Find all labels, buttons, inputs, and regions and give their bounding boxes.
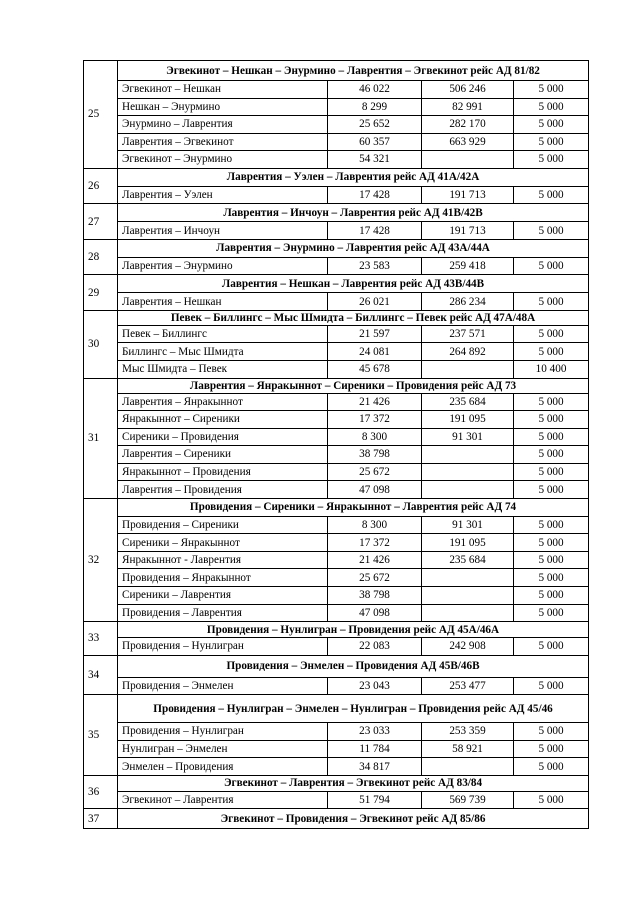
route-number: 25: [84, 61, 118, 169]
segment-name: Нешкан – Энурмино: [118, 98, 328, 116]
fare-cell: 191 095: [422, 411, 514, 429]
distance-cell: 23 043: [328, 677, 422, 695]
table-row: [84, 151, 589, 169]
fare-cell: 91 301: [422, 428, 514, 446]
distance-cell: 21 426: [328, 393, 422, 411]
fee-cell: 5 000: [514, 446, 589, 464]
distance-cell: 47 098: [328, 604, 422, 622]
distance-cell: 54 321: [328, 151, 422, 169]
table-row: [84, 740, 589, 758]
segment-name: Янракыннот – Сиреники: [118, 411, 328, 429]
fare-cell: 91 301: [422, 516, 514, 534]
segment-name: Янракыннот - Лаврентия: [118, 551, 328, 569]
distance-cell: 24 081: [328, 343, 422, 361]
distance-cell: 8 300: [328, 516, 422, 534]
fare-cell: [422, 446, 514, 464]
route-number: 34: [84, 655, 118, 695]
fare-cell: [422, 463, 514, 481]
route-header-row: [84, 655, 589, 677]
segment-name: Лаврентия – Уэлен: [118, 186, 328, 204]
route-number: 36: [84, 775, 118, 809]
segment-name: Мыс Шмидта – Певек: [118, 361, 328, 379]
fee-cell: 5 000: [514, 551, 589, 569]
table-row: [84, 604, 589, 622]
distance-cell: 17 372: [328, 534, 422, 552]
table-row: [84, 222, 589, 240]
fare-cell: 506 246: [422, 81, 514, 99]
segment-name: Сиреники – Провидения: [118, 428, 328, 446]
table-row: [84, 81, 589, 99]
table-row: [84, 723, 589, 741]
route-title: Лаврентия – Уэлен – Лаврентия рейс АД 41А/42А: [118, 168, 589, 186]
table-row: [84, 758, 589, 776]
fare-cell: 237 571: [422, 325, 514, 343]
fare-cell: 191 095: [422, 534, 514, 552]
table-row: [84, 186, 589, 204]
distance-cell: 8 300: [328, 428, 422, 446]
distance-cell: 25 652: [328, 116, 422, 134]
fare-cell: 569 739: [422, 791, 514, 809]
route-header-row: [84, 809, 589, 829]
fare-cell: 82 991: [422, 98, 514, 116]
fee-cell: 5 000: [514, 428, 589, 446]
segment-name: Биллингс – Мыс Шмидта: [118, 343, 328, 361]
segment-name: Эгвекинот – Лаврентия: [118, 791, 328, 809]
fee-cell: 5 000: [514, 677, 589, 695]
distance-cell: 51 794: [328, 791, 422, 809]
fee-cell: 10 400: [514, 361, 589, 379]
table-row: [84, 463, 589, 481]
table-row: [84, 534, 589, 552]
segment-name: Энурмино – Лаврентия: [118, 116, 328, 134]
fare-cell: 191 713: [422, 186, 514, 204]
route-number: 31: [84, 378, 118, 498]
route-title: Эгвекинот – Провидения – Эгвекинот рейс АД 85/86: [118, 809, 589, 829]
fee-cell: 5 000: [514, 604, 589, 622]
fare-cell: 235 684: [422, 551, 514, 569]
segment-name: Провидения – Энмелен: [118, 677, 328, 695]
route-title: Лаврентия – Инчоун – Лаврентия рейс АД 41В/42В: [118, 204, 589, 222]
distance-cell: 60 357: [328, 133, 422, 151]
table-row: [84, 343, 589, 361]
fare-cell: [422, 481, 514, 499]
fee-cell: 5 000: [514, 186, 589, 204]
fare-cell: [422, 604, 514, 622]
routes-table-body: [84, 61, 589, 829]
table-row: [84, 551, 589, 569]
route-header-row: [84, 695, 589, 723]
route-header-row: [84, 204, 589, 222]
table-row: [84, 791, 589, 809]
route-header-row: [84, 775, 589, 791]
table-row: [84, 638, 589, 656]
fare-cell: 58 921: [422, 740, 514, 758]
fare-cell: [422, 361, 514, 379]
segment-name: Лаврентия – Инчоун: [118, 222, 328, 240]
fee-cell: 5 000: [514, 463, 589, 481]
route-header-row: [84, 275, 589, 293]
fare-cell: 253 477: [422, 677, 514, 695]
table-row: [84, 361, 589, 379]
route-title: Провидения – Нунлигран – Энмелен – Нунлигран – Провидения рейс АД 45/46: [118, 695, 589, 723]
segment-name: Нунлигран – Энмелен: [118, 740, 328, 758]
route-number: 33: [84, 622, 118, 656]
route-title: Лаврентия – Нешкан – Лаврентия рейс АД 43В/44В: [118, 275, 589, 293]
fee-cell: 5 000: [514, 293, 589, 311]
route-number: 32: [84, 498, 118, 621]
fee-cell: 5 000: [514, 411, 589, 429]
distance-cell: 17 372: [328, 411, 422, 429]
table-row: [84, 446, 589, 464]
route-number: 27: [84, 204, 118, 240]
segment-name: Энмелен – Провидения: [118, 758, 328, 776]
table-row: [84, 569, 589, 587]
fee-cell: 5 000: [514, 151, 589, 169]
fare-cell: [422, 758, 514, 776]
distance-cell: 21 597: [328, 325, 422, 343]
route-number: 28: [84, 239, 118, 275]
fare-cell: [422, 587, 514, 605]
distance-cell: 25 672: [328, 569, 422, 587]
table-row: [84, 481, 589, 499]
routes-table: [83, 60, 589, 829]
fee-cell: 5 000: [514, 587, 589, 605]
route-title: Эгвекинот – Нешкан – Энурмино – Лаврентия – Эгвекинот рейс АД 81/82: [118, 61, 589, 81]
fare-cell: 242 908: [422, 638, 514, 656]
fare-cell: [422, 569, 514, 587]
table-row: [84, 133, 589, 151]
route-number: 29: [84, 275, 118, 311]
route-header-row: [84, 622, 589, 638]
distance-cell: 26 021: [328, 293, 422, 311]
route-header-row: [84, 310, 589, 325]
fare-cell: 259 418: [422, 257, 514, 275]
route-header-row: [84, 498, 589, 516]
fee-cell: 5 000: [514, 791, 589, 809]
distance-cell: 45 678: [328, 361, 422, 379]
fee-cell: 5 000: [514, 98, 589, 116]
table-row: [84, 428, 589, 446]
segment-name: Лаврентия – Сиреники: [118, 446, 328, 464]
fee-cell: 5 000: [514, 257, 589, 275]
fare-cell: 286 234: [422, 293, 514, 311]
table-row: [84, 257, 589, 275]
fee-cell: 5 000: [514, 534, 589, 552]
segment-name: Провидения – Лаврентия: [118, 604, 328, 622]
segment-name: Певек – Биллингс: [118, 325, 328, 343]
fare-cell: 235 684: [422, 393, 514, 411]
fare-cell: 282 170: [422, 116, 514, 134]
distance-cell: 47 098: [328, 481, 422, 499]
table-row: [84, 411, 589, 429]
fee-cell: 5 000: [514, 133, 589, 151]
fee-cell: 5 000: [514, 740, 589, 758]
route-title: Эгвекинот – Лаврентия – Эгвекинот рейс АД 83/84: [118, 775, 589, 791]
fare-cell: 191 713: [422, 222, 514, 240]
table-row: [84, 325, 589, 343]
fare-cell: 253 359: [422, 723, 514, 741]
fee-cell: 5 000: [514, 758, 589, 776]
distance-cell: 8 299: [328, 98, 422, 116]
segment-name: Эгвекинот – Нешкан: [118, 81, 328, 99]
segment-name: Лаврентия – Янракыннот: [118, 393, 328, 411]
route-title: Провидения – Нунлигран – Провидения рейс АД 45А/46А: [118, 622, 589, 638]
table-row: [84, 116, 589, 134]
distance-cell: 38 798: [328, 587, 422, 605]
route-header-row: [84, 61, 589, 81]
fare-cell: [422, 151, 514, 169]
fee-cell: 5 000: [514, 516, 589, 534]
route-number: 37: [84, 809, 118, 829]
fee-cell: 5 000: [514, 81, 589, 99]
segment-name: Провидения – Нунлигран: [118, 723, 328, 741]
table-row: [84, 587, 589, 605]
fee-cell: 5 000: [514, 569, 589, 587]
distance-cell: 34 817: [328, 758, 422, 776]
fare-cell: 663 929: [422, 133, 514, 151]
fee-cell: 5 000: [514, 343, 589, 361]
distance-cell: 17 428: [328, 222, 422, 240]
fee-cell: 5 000: [514, 222, 589, 240]
segment-name: Лаврентия – Энурмино: [118, 257, 328, 275]
segment-name: Провидения – Сиреники: [118, 516, 328, 534]
distance-cell: 23 033: [328, 723, 422, 741]
fee-cell: 5 000: [514, 481, 589, 499]
route-title: Лаврентия – Энурмино – Лаврентия рейс АД 43А/44А: [118, 239, 589, 257]
distance-cell: 46 022: [328, 81, 422, 99]
distance-cell: 11 784: [328, 740, 422, 758]
route-title: Певек – Биллингс – Мыс Шмидта – Биллингс – Певек рейс АД 47А/48А: [118, 310, 589, 325]
table-row: [84, 293, 589, 311]
segment-name: Провидения – Янракыннот: [118, 569, 328, 587]
distance-cell: 23 583: [328, 257, 422, 275]
segment-name: Сиреники – Лаврентия: [118, 587, 328, 605]
segment-name: Лаврентия – Эгвекинот: [118, 133, 328, 151]
segment-name: Сиреники – Янракыннот: [118, 534, 328, 552]
segment-name: Эгвекинот – Энурмино: [118, 151, 328, 169]
fee-cell: 5 000: [514, 638, 589, 656]
fee-cell: 5 000: [514, 723, 589, 741]
route-number: 35: [84, 695, 118, 776]
fee-cell: 5 000: [514, 393, 589, 411]
distance-cell: 22 083: [328, 638, 422, 656]
segment-name: Лаврентия – Провидения: [118, 481, 328, 499]
distance-cell: 38 798: [328, 446, 422, 464]
fee-cell: 5 000: [514, 325, 589, 343]
route-header-row: [84, 168, 589, 186]
distance-cell: 17 428: [328, 186, 422, 204]
route-number: 30: [84, 310, 118, 378]
route-header-row: [84, 378, 589, 393]
table-row: [84, 516, 589, 534]
segment-name: Лаврентия – Нешкан: [118, 293, 328, 311]
route-number: 26: [84, 168, 118, 204]
route-header-row: [84, 239, 589, 257]
route-title: Провидения – Энмелен – Провидения АД 45В/46В: [118, 655, 589, 677]
segment-name: Янракыннот – Провидения: [118, 463, 328, 481]
segment-name: Провидения – Нунлигран: [118, 638, 328, 656]
fare-cell: 264 892: [422, 343, 514, 361]
route-title: Лаврентия – Янракыннот – Сиреники – Провидения рейс АД 73: [118, 378, 589, 393]
table-row: [84, 677, 589, 695]
distance-cell: 25 672: [328, 463, 422, 481]
table-row: [84, 393, 589, 411]
distance-cell: 21 426: [328, 551, 422, 569]
fee-cell: 5 000: [514, 116, 589, 134]
table-row: [84, 98, 589, 116]
route-title: Провидения – Сиреники – Янракыннот – Лаврентия рейс АД 74: [118, 498, 589, 516]
